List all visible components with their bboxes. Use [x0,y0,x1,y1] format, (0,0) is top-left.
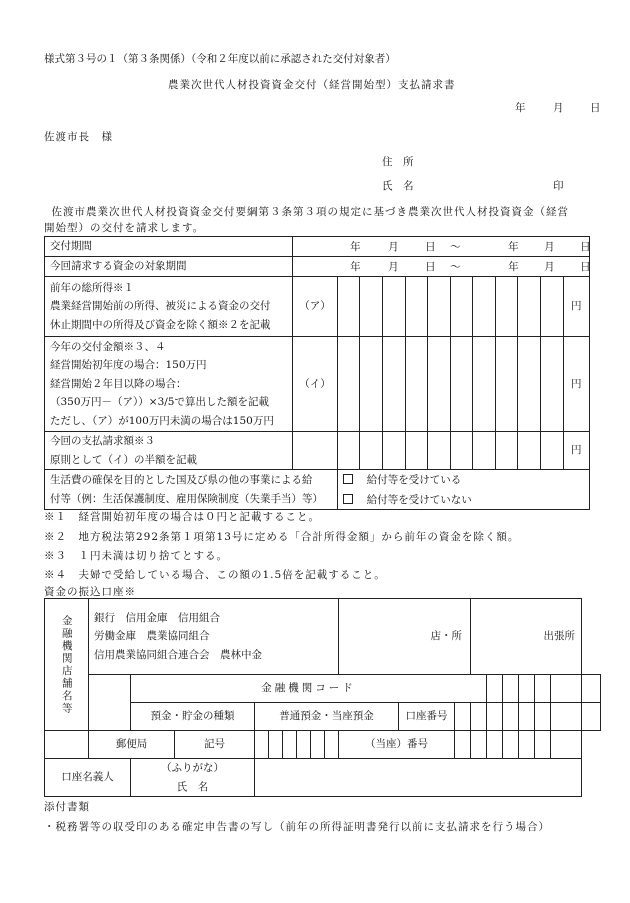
claim-table [44,236,590,510]
grant-unit: 円 [563,337,589,432]
addressee: 佐渡市長 様 [44,131,113,143]
digit-cell[interactable] [382,432,405,470]
digit-cell[interactable] [360,277,383,337]
digit-cell[interactable] [540,337,563,432]
digit-cell[interactable] [428,277,451,337]
bank-side-label: 金融機関店舗名等 [60,614,73,715]
livelihood-label: 生活費の確保を目的とした国及び県の他の事業による給 付等（例：生活保護制度、雇用保険制度（失業手当）等） [45,470,338,510]
symbol-digit[interactable] [325,731,339,759]
symbol-digit[interactable] [311,731,325,759]
target-period-row [45,257,590,277]
date-day: 日 [590,102,601,114]
attachment-item: ・税務署等の収受印のある確定申告書の写し（前年の所得証明書発行以前に支払請求を行う場合） [44,821,550,833]
digit-cell[interactable] [473,337,496,432]
bank-table [44,598,601,797]
seal-mark: 印 [553,180,564,192]
note-2: ※２ 地方税法第292条第１項第13号に定める「合計所得金額」から前年の資金を除く額。 [44,531,520,543]
digit-cell[interactable] [450,277,473,337]
livelihood-options [337,470,589,510]
digit-cell[interactable] [405,432,428,470]
digit-cell[interactable] [518,337,541,432]
code-digit[interactable] [519,675,535,703]
bank-sub-branch-cell[interactable]: 出張所 [471,599,582,675]
digit-cell[interactable] [518,277,541,337]
digit-cell[interactable] [518,432,541,470]
digit-cell[interactable] [428,337,451,432]
digit-cell[interactable] [382,277,405,337]
grant-row [45,337,590,432]
post-office-label: 郵便局 [89,731,175,759]
name-label: 氏 名 [382,180,414,192]
digit-cell[interactable] [495,432,518,470]
account-digit[interactable] [487,703,503,731]
account-digit[interactable] [503,703,519,731]
grant-label: 今年の交付金額※３、４ 経営開始初年度の場合：150万円 経営開始２年目以降の場合： （350万円－（ア））×3/5で算出した額を記載 ただし、（ア）が100万円未満の場合は150万円 [45,337,293,432]
request-mark-cell [293,432,338,470]
number-digit[interactable] [551,731,582,759]
number-digit[interactable] [519,731,535,759]
symbol-digit[interactable] [283,731,297,759]
period-value[interactable]: 年 月 日 ～ 年 月 日 [293,237,590,257]
deposit-type-value[interactable]: 普通預金・当座預金 [255,703,399,731]
digit-cell[interactable] [495,337,518,432]
bank-code-label: 金融機関コード [131,675,487,703]
symbol-label: 記号 [175,731,255,759]
deposit-type-label: 預金・貯金の種類 [131,703,255,731]
digit-cell[interactable] [450,432,473,470]
intro-text-1: 佐渡市農業次世代人材投資資金交付要綱第３条第３項の規定に基づき農業次世代人材投資資金（経営 [40,206,569,218]
intro-text-2: 開始型）の交付を請求します。 [44,222,205,234]
bank-section-title: 資金の振込口座※ [44,586,136,598]
digit-cell[interactable] [337,277,360,337]
symbol-digit[interactable] [255,731,269,759]
holder-name-field[interactable] [255,759,582,797]
account-number-label: 口座番号 [399,703,455,731]
code-digit[interactable] [582,675,601,703]
request-label: 今回の支払請求額※３ 原則として（イ）の半額を記載 [45,432,293,470]
income-mark: （ア） [293,277,338,337]
address-label: 住 所 [382,156,414,168]
digit-cell[interactable] [382,337,405,432]
request-unit: 円 [563,432,589,470]
code-digit[interactable] [535,675,551,703]
digit-cell[interactable] [473,432,496,470]
target-period-value[interactable]: 年 月 日 ～ 年 月 日 [293,257,590,277]
digit-cell[interactable] [360,337,383,432]
account-digit[interactable] [471,703,487,731]
income-label: 前年の総所得※１ 農業経営開始前の所得、被災による資金の交付 休止期間中の所得及び資金を除く額※２を記載 [45,277,293,337]
digit-cell[interactable] [495,277,518,337]
number-digit[interactable] [535,731,551,759]
digit-cell[interactable] [540,432,563,470]
number-label: （当座）番号 [339,731,455,759]
period-label: 交付期間 [45,237,293,257]
digit-cell[interactable] [473,277,496,337]
blank-cell [89,675,131,703]
account-digit[interactable] [519,703,535,731]
attachments-title: 添付書類 [44,801,90,813]
code-digit[interactable] [503,675,519,703]
symbol-digit[interactable] [269,731,283,759]
target-period-label: 今回請求する資金の対象期間 [45,257,293,277]
livelihood-row [45,470,590,510]
code-digit[interactable] [551,675,582,703]
account-digit[interactable] [455,703,471,731]
digit-cell[interactable] [337,337,360,432]
option-receiving[interactable]: 給付等を受けている [338,470,589,490]
holder-name-label-cell: （ふりがな） 氏 名 [131,759,255,797]
income-row [45,277,590,337]
number-digit[interactable] [487,731,503,759]
account-digit[interactable] [551,703,582,731]
bank-type-options[interactable]: 銀行 信用金庫 信用組合 労働金庫 農業協同組合 信用農業協同組合連合会 農林中金 [89,599,339,675]
digit-cell[interactable] [405,277,428,337]
digit-cell[interactable] [337,432,360,470]
account-digit[interactable] [535,703,551,731]
code-digit[interactable] [487,675,503,703]
period-row [45,237,590,257]
account-digit[interactable] [582,703,601,731]
date-year: 年 [515,102,526,114]
blank-cell [45,731,89,759]
digit-cell[interactable] [405,337,428,432]
blank-cell [89,703,131,731]
digit-cell[interactable] [450,337,473,432]
grant-mark: （イ） [293,337,338,432]
date-month: 月 [553,102,564,114]
digit-cell[interactable] [540,277,563,337]
symbol-digit[interactable] [297,731,311,759]
note-3: ※３ １円未満は切り捨てとする。 [44,550,228,562]
bank-branch-cell[interactable]: 店・所 [339,599,471,675]
digit-cell[interactable] [428,432,451,470]
note-1: ※１ 経営開始初年度の場合は０円と記載すること。 [44,511,320,523]
checkbox-icon[interactable] [343,494,353,504]
request-row [45,432,590,470]
page-title: 農業次世代人材投資資金交付（経営開始型）支払請求書 [168,79,456,91]
account-holder-label: 口座名義人 [45,759,131,797]
number-digit[interactable] [503,731,519,759]
form-number: 様式第３号の１（第３条関係）（令和２年度以前に承認された交付対象者） [44,53,396,65]
digit-cell[interactable] [360,432,383,470]
checkbox-icon[interactable] [343,474,353,484]
bank-side-label-cell [45,599,89,731]
income-unit: 円 [563,277,589,337]
note-4: ※４ 夫婦で受給している場合、この額の1.5倍を記載すること。 [44,569,386,581]
number-digit[interactable] [455,731,471,759]
option-not-receiving[interactable]: 給付等を受けていない [338,490,589,510]
number-digit[interactable] [471,731,487,759]
